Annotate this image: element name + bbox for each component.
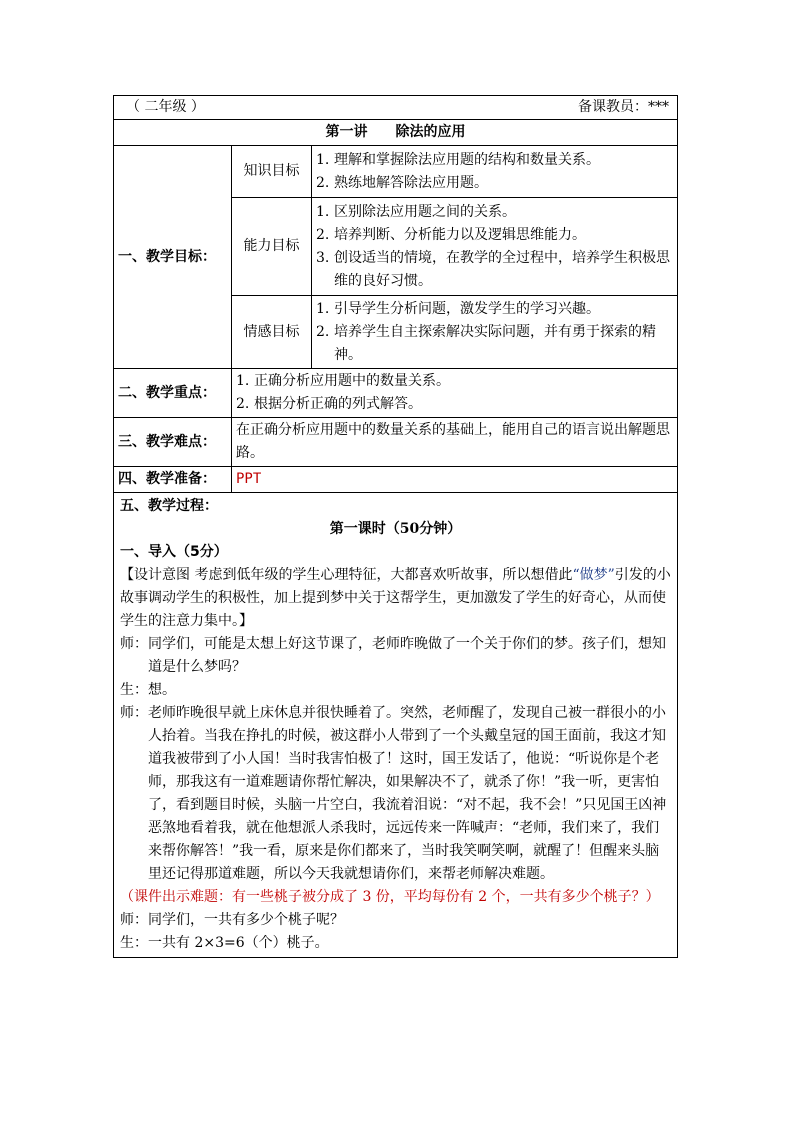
knowledge-goal-list <box>312 146 678 198</box>
dialog-line: 生：想。 <box>120 682 176 698</box>
teacher-label: 备课教员：*** <box>578 99 670 115</box>
goal-knowledge-row <box>114 146 678 198</box>
difficulty-label: 三、教学难点： <box>114 418 232 467</box>
lecture-title: 第一讲 除法的应用 <box>114 120 678 146</box>
goals-label: 一、教学目标： <box>114 146 232 369</box>
list-item: 1. 理解和掌握除法应用题的结构和数量关系。 <box>316 151 600 168</box>
knowledge-goal-label: 知识目标 <box>232 146 312 198</box>
ability-goal-label: 能力目标 <box>232 198 312 296</box>
grade-label: （ 二年级 ） <box>126 99 205 115</box>
list-item: 1. 正确分析应用题中的数量关系。 <box>236 373 450 389</box>
preparation-row <box>114 467 678 493</box>
key-points-row <box>114 369 678 418</box>
ability-goal-list <box>312 198 678 296</box>
list-item: 2. 培养学生自主探索解决实际问题，并有勇于探索的精神。 <box>316 323 656 363</box>
list-item: 1. 区别除法应用题之间的关系。 <box>316 203 516 220</box>
courseware-prompt: （课件出示难题：有一些桃子被分成了 3 份，平均每份有 2 个，一共有多少个桃子？） <box>120 889 660 905</box>
list-item: 2. 熟练地解答除法应用题。 <box>316 174 488 191</box>
preparation-text: PPT <box>232 467 678 493</box>
list-item: 2. 根据分析正确的列式解答。 <box>236 396 422 412</box>
emotion-goal-label: 情感目标 <box>232 296 312 369</box>
lesson-title: 第一课时（50分钟） <box>329 521 462 537</box>
lesson-plan-table <box>113 95 678 958</box>
preparation-label: 四、教学准备： <box>114 467 232 493</box>
list-item: 2. 培养判断、分析能力以及逻辑思维能力。 <box>316 226 586 243</box>
dialog-line: 生：一共有 2×3=6（个）桃子。 <box>120 935 329 951</box>
design-intent: 【设计意图 考虑到低年级的学生心理特征，大都喜欢听故事，所以想借此“做梦”引发的小故事调动学生的积极性，加上提到梦中关于这帮学生，更加激发了学生的好奇心，从而使学生的注意力集中。】 <box>120 567 671 629</box>
emotion-goal-list <box>312 296 678 369</box>
list-item: 1. 引导学生分析问题，激发学生的学习兴趣。 <box>316 300 600 317</box>
difficulty-row <box>114 418 678 467</box>
key-points-list <box>232 369 678 418</box>
difficulty-text: 在正确分析应用题中的数量关系的基础上，能用自己的语言说出解题思路。 <box>232 418 678 467</box>
lesson-plan-page <box>113 95 677 958</box>
list-item: 3. 创设适当的情境，在教学的全过程中，培养学生积极思维的良好习惯。 <box>316 249 670 289</box>
intro-title: 一、导入（5分） <box>120 544 228 560</box>
header-row <box>114 96 678 120</box>
process-row <box>114 493 678 958</box>
key-points-label: 二、教学重点： <box>114 369 232 418</box>
dialog-line: 师：同学们，可能是太想上好这节课了，老师昨晚做了一个关于你们的梦。孩子们，想知道是什么梦吗？ <box>120 636 666 675</box>
process-label: 五、教学过程： <box>120 498 218 514</box>
lecture-title-row <box>114 120 678 146</box>
dialog-line: 师：同学们，一共有多少个桃子呢？ <box>120 912 344 928</box>
process-section <box>114 493 678 958</box>
dialog-line: 师：老师昨晚很早就上床休息并很快睡着了。突然，老师醒了，发现自己被一群很小的小人抬着。当我在挣扎的时候，被这群小人带到了一个头戴皇冠的国王面前，我这才知道我被带到了小人国！当时我害怕极了！这时，国王发话了，他说：“听说你是个老师，那我这有一道难题请你帮忙解决，如果解决不了，就杀了你！”我一听，更害怕了，看到题目时候，头脑一片空白，我流着泪说：“对不起，我不会！”只见国王凶神恶煞地看着我，就在他想派人杀我时，远远传来一阵喊声：“老师，我们来了，我们来帮你解答！”我一看，原来是你们都来了，当时我笑啊笑啊，就醒了！但醒来头脑里还记得那道难题，所以今天我就想请你们，来帮老师解决难题。 <box>120 705 667 882</box>
